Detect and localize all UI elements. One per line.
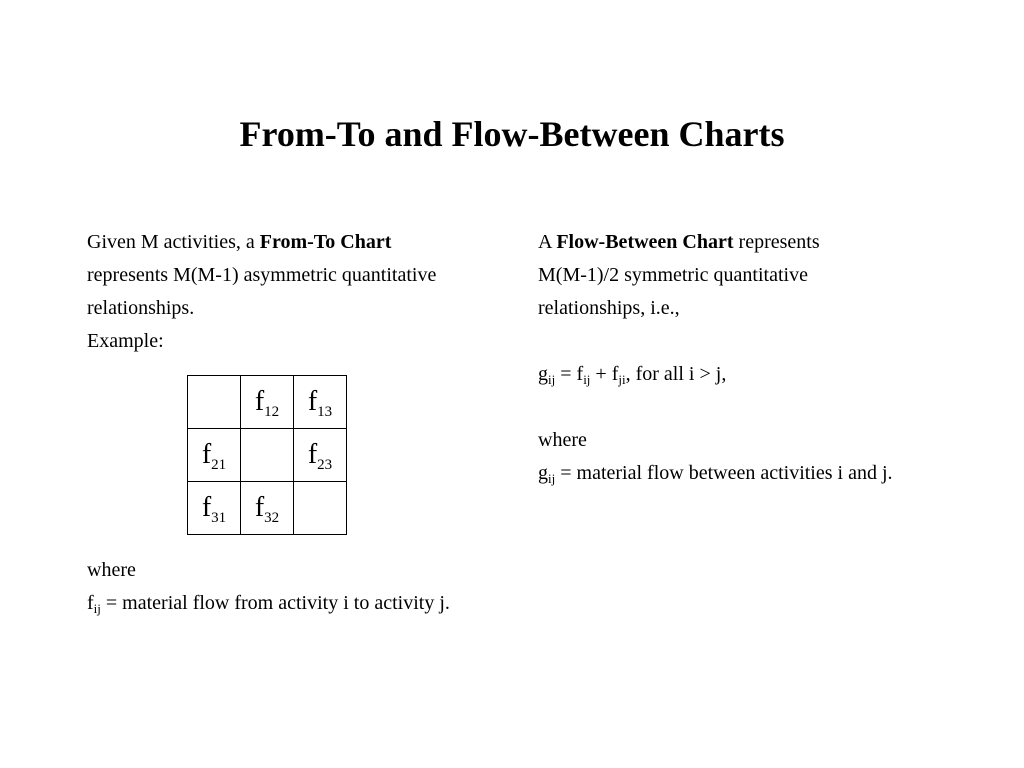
from-to-line-2: represents M(M-1) asymmetric quantitative bbox=[87, 264, 437, 286]
cell-subscript: 12 bbox=[264, 404, 280, 420]
gij-definition-text: = material flow between activities i and j. bbox=[555, 462, 893, 484]
flow-between-intro-line bbox=[538, 226, 998, 259]
cell-variable: f bbox=[201, 439, 212, 470]
equals-f: = f bbox=[555, 363, 584, 385]
cell-variable: f bbox=[254, 386, 265, 417]
intro-article: A bbox=[538, 231, 557, 253]
fij-definition-text: = material flow from activity i to activity j. bbox=[100, 592, 450, 614]
flow-between-line-2: M(M-1)/2 symmetric quantitative bbox=[538, 264, 808, 286]
matrix-cell bbox=[294, 482, 347, 535]
flow-between-line-3: relationships, i.e., bbox=[538, 297, 680, 319]
plus-f: + f bbox=[590, 363, 619, 385]
matrix-cell bbox=[241, 482, 294, 535]
from-to-matrix bbox=[187, 375, 347, 535]
matrix-row bbox=[188, 482, 347, 535]
cell-subscript: 31 bbox=[211, 510, 227, 526]
gij-symbol: g bbox=[538, 462, 548, 484]
fij-definition bbox=[87, 587, 450, 620]
f-subscript-ji: ji bbox=[618, 372, 626, 387]
g-symbol: g bbox=[538, 363, 548, 385]
where-label-left: where bbox=[87, 559, 136, 581]
from-to-intro-line bbox=[87, 226, 517, 259]
cell-subscript: 32 bbox=[264, 510, 280, 526]
cell-variable: f bbox=[254, 492, 265, 523]
matrix-cell bbox=[294, 376, 347, 429]
gij-subscript: ij bbox=[548, 471, 556, 486]
matrix-row bbox=[188, 429, 347, 482]
matrix-cell bbox=[188, 482, 241, 535]
gij-equation bbox=[538, 358, 998, 391]
cell-variable: f bbox=[307, 439, 318, 470]
matrix-cell bbox=[188, 376, 241, 429]
slide-title: From-To and Flow-Between Charts bbox=[239, 114, 785, 154]
intro-text: Given M activities, a bbox=[87, 231, 260, 253]
gij-definition bbox=[538, 457, 998, 490]
f-subscript-ij: ij bbox=[583, 372, 591, 387]
fij-subscript: ij bbox=[93, 601, 101, 616]
matrix-row bbox=[188, 376, 347, 429]
intro-verb: represents bbox=[733, 231, 820, 253]
matrix-cell bbox=[241, 376, 294, 429]
matrix-cell bbox=[294, 429, 347, 482]
equation-condition: , for all i > j, bbox=[625, 363, 727, 385]
from-to-line-3: relationships. bbox=[87, 297, 195, 319]
flow-between-description bbox=[538, 226, 998, 490]
cell-subscript: 23 bbox=[317, 457, 333, 473]
matrix-cell bbox=[188, 429, 241, 482]
cell-subscript: 21 bbox=[211, 457, 227, 473]
cell-variable: f bbox=[201, 492, 212, 523]
matrix-cell bbox=[241, 429, 294, 482]
g-subscript: ij bbox=[548, 372, 556, 387]
cell-subscript: 13 bbox=[317, 404, 333, 420]
where-label-right: where bbox=[538, 429, 587, 451]
from-to-description bbox=[87, 226, 517, 358]
example-label: Example: bbox=[87, 330, 164, 352]
from-to-definition bbox=[87, 554, 450, 620]
cell-variable: f bbox=[307, 386, 318, 417]
fij-symbol: f bbox=[87, 592, 94, 614]
from-to-chart-term: From-To Chart bbox=[259, 231, 392, 253]
flow-between-chart-term: Flow-Between Chart bbox=[556, 231, 734, 253]
